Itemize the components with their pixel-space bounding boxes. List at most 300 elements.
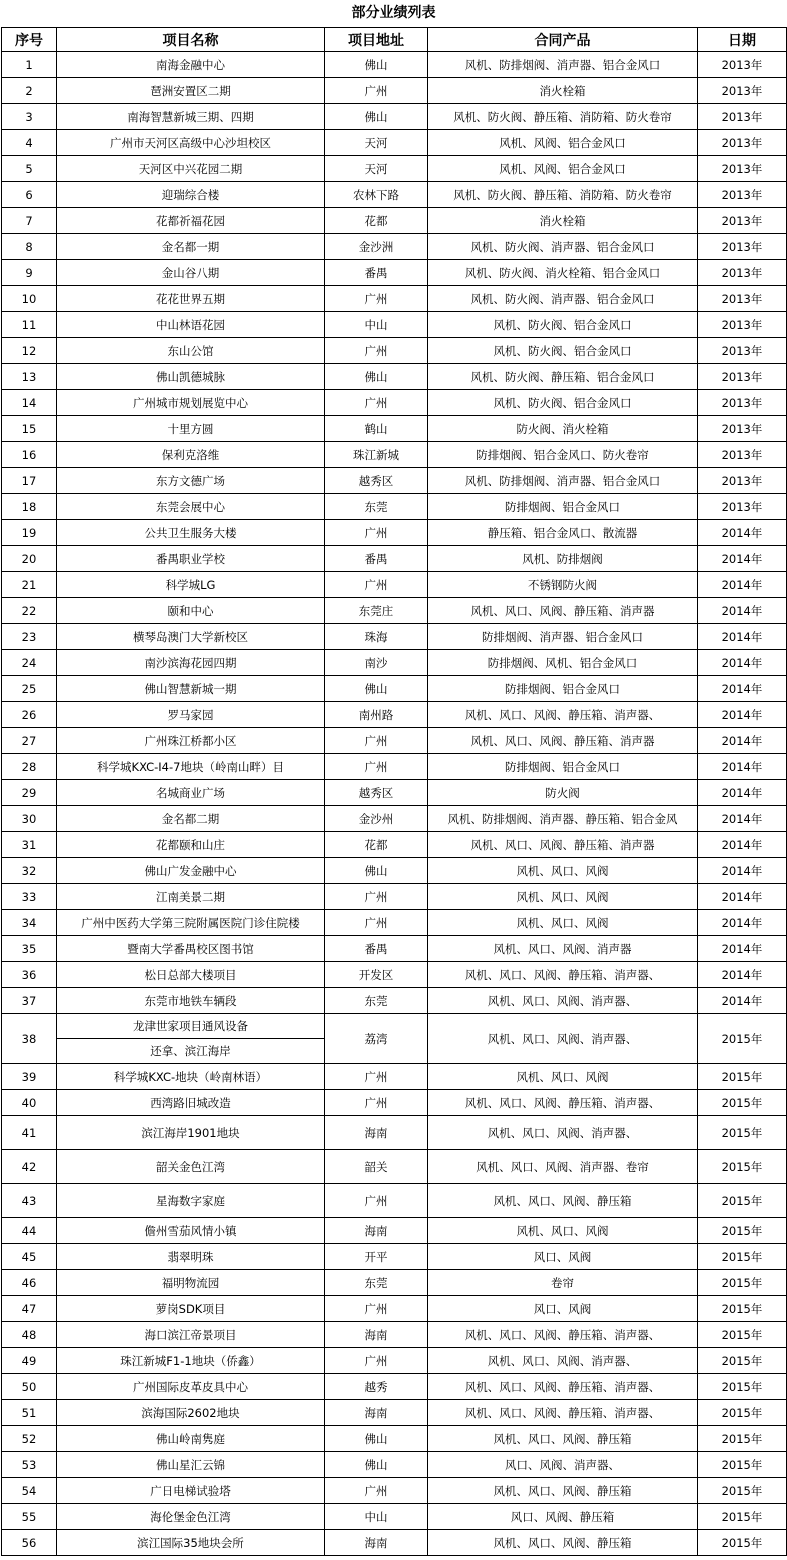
cell-no: 2: [2, 78, 57, 104]
cell-product: 风机、风口、风阀、静压箱、消声器、: [428, 1090, 698, 1116]
cell-name: 翡翠明珠: [57, 1244, 325, 1270]
cell-address: 海南: [325, 1116, 428, 1150]
cell-name: 花花世界五期: [57, 286, 325, 312]
cell-date: 2014年: [698, 910, 787, 936]
cell-address: 佛山: [325, 364, 428, 390]
table-row: [2, 572, 787, 598]
cell-date: 2015年: [698, 1426, 787, 1452]
cell-date: 2015年: [698, 1530, 787, 1556]
cell-name: 广州珠江桥都小区: [57, 728, 325, 754]
cell-product: 风口、风阀、消声器、: [428, 1452, 698, 1478]
cell-name: 海口滨江帝景项目: [57, 1322, 325, 1348]
cell-no: 56: [2, 1530, 57, 1556]
cell-product: 风机、风口、风阀: [428, 910, 698, 936]
table-row: [2, 988, 787, 1014]
cell-product: 防排烟阀、铝合金风口: [428, 754, 698, 780]
cell-address: 东莞: [325, 1270, 428, 1296]
cell-address: 花都: [325, 208, 428, 234]
cell-address: 番禺: [325, 936, 428, 962]
cell-product: 风机、风口、风阀、静压箱、消声器、: [428, 962, 698, 988]
cell-product: 风机、风口、风阀: [428, 1218, 698, 1244]
cell-product: 风机、风口、风阀、消声器、: [428, 1348, 698, 1374]
cell-product: 风机、风口、风阀、静压箱: [428, 1530, 698, 1556]
cell-address: 金沙州: [325, 806, 428, 832]
cell-date: 2014年: [698, 780, 787, 806]
table-row: [2, 260, 787, 286]
cell-product: 风机、风阀、铝合金风口: [428, 156, 698, 182]
cell-address: 南沙: [325, 650, 428, 676]
cell-name: 花都颐和山庄: [57, 832, 325, 858]
header-no: 序号: [2, 28, 57, 52]
cell-no: 4: [2, 130, 57, 156]
cell-date: 2014年: [698, 572, 787, 598]
cell-name: 星海数字家庭: [57, 1184, 325, 1218]
cell-name: 金名都二期: [57, 806, 325, 832]
cell-name: 颐和中心: [57, 598, 325, 624]
cell-date: 2013年: [698, 468, 787, 494]
cell-no: 55: [2, 1504, 57, 1530]
cell-date: 2014年: [698, 624, 787, 650]
table-row: [2, 520, 787, 546]
table-row: [2, 312, 787, 338]
cell-product: 风机、风口、风阀、消声器、卷帘: [428, 1150, 698, 1184]
cell-date: 2014年: [698, 546, 787, 572]
cell-name: 迎瑞综合楼: [57, 182, 325, 208]
cell-date: 2014年: [698, 520, 787, 546]
cell-date: 2013年: [698, 156, 787, 182]
cell-product: 风机、风口、风阀、静压箱: [428, 1426, 698, 1452]
table-row: [2, 936, 787, 962]
cell-name: 金山谷八期: [57, 260, 325, 286]
cell-date: 2014年: [698, 858, 787, 884]
cell-name: 东莞会展中心: [57, 494, 325, 520]
cell-date: 2015年: [698, 1090, 787, 1116]
table-row: [2, 494, 787, 520]
cell-no: 23: [2, 624, 57, 650]
cell-product: 风机、风口、风阀、消声器、: [428, 1014, 698, 1064]
cell-name: 西湾路旧城改造: [57, 1090, 325, 1116]
cell-no: 12: [2, 338, 57, 364]
cell-product: 风机、防火阀、静压箱、铝合金风口: [428, 364, 698, 390]
cell-name: 滨海国际2602地块: [57, 1400, 325, 1426]
cell-no: 26: [2, 702, 57, 728]
cell-date: 2014年: [698, 650, 787, 676]
table-row: [2, 1348, 787, 1374]
header-address: 项目地址: [325, 28, 428, 52]
cell-no: 5: [2, 156, 57, 182]
cell-product: 风机、风口、风阀、静压箱、消声器: [428, 598, 698, 624]
cell-no: 51: [2, 1400, 57, 1426]
table-row: [2, 754, 787, 780]
cell-name: 萝岗SDK项目: [57, 1296, 325, 1322]
cell-address: 海南: [325, 1530, 428, 1556]
cell-date: 2013年: [698, 52, 787, 78]
cell-address: 韶关: [325, 1150, 428, 1184]
cell-product: 风机、风口、风阀、静压箱: [428, 1478, 698, 1504]
header-row: [2, 28, 787, 52]
cell-product: 风口、风阀: [428, 1244, 698, 1270]
cell-date: 2014年: [698, 832, 787, 858]
cell-address: 越秀区: [325, 780, 428, 806]
cell-name: 保利克洛维: [57, 442, 325, 468]
cell-product: 风机、防火阀、消火栓箱、铝合金风口: [428, 260, 698, 286]
cell-product: 风机、防火阀、铝合金风口: [428, 390, 698, 416]
table-row: [2, 1270, 787, 1296]
cell-date: 2013年: [698, 442, 787, 468]
cell-no: 50: [2, 1374, 57, 1400]
cell-product: 风机、防排烟阀、消声器、铝合金风口: [428, 468, 698, 494]
cell-address: 开发区: [325, 962, 428, 988]
cell-name: 花都祈福花园: [57, 208, 325, 234]
cell-name: 东方文德广场: [57, 468, 325, 494]
cell-date: 2013年: [698, 494, 787, 520]
cell-name: 横琴岛澳门大学新校区: [57, 624, 325, 650]
table-row: [2, 78, 787, 104]
cell-name: 儋州雪茄风情小镇: [57, 1218, 325, 1244]
cell-address: 广州: [325, 520, 428, 546]
cell-date: 2015年: [698, 1116, 787, 1150]
cell-address: 广州: [325, 1296, 428, 1322]
cell-name: 佛山广发金融中心: [57, 858, 325, 884]
cell-date: 2013年: [698, 312, 787, 338]
cell-name: 佛山岭南隽庭: [57, 1426, 325, 1452]
cell-address: 佛山: [325, 858, 428, 884]
table-row: [2, 468, 787, 494]
cell-address: 东莞: [325, 494, 428, 520]
cell-address: 天河: [325, 130, 428, 156]
cell-name: 韶关金色江湾: [57, 1150, 325, 1184]
cell-product: 消火栓箱: [428, 78, 698, 104]
cell-date: 2015年: [698, 1184, 787, 1218]
cell-no: 1: [2, 52, 57, 78]
cell-address: 金沙洲: [325, 234, 428, 260]
cell-product: 防排烟阀、铝合金风口: [428, 676, 698, 702]
table-row: [2, 832, 787, 858]
cell-address: 佛山: [325, 1452, 428, 1478]
cell-no: 43: [2, 1184, 57, 1218]
cell-name: 南海金融中心: [57, 52, 325, 78]
cell-address: 花都: [325, 832, 428, 858]
cell-no: 33: [2, 884, 57, 910]
cell-no: 25: [2, 676, 57, 702]
cell-name: 滨江国际35地块会所: [57, 1530, 325, 1556]
cell-date: 2014年: [698, 962, 787, 988]
table-row: [2, 1374, 787, 1400]
table-row: [2, 1184, 787, 1218]
cell-product: 防排烟阀、风机、铝合金风口: [428, 650, 698, 676]
table-row: [2, 416, 787, 442]
cell-address: 南州路: [325, 702, 428, 728]
cell-no: 49: [2, 1348, 57, 1374]
cell-no: 36: [2, 962, 57, 988]
cell-address: 广州: [325, 728, 428, 754]
cell-no: 48: [2, 1322, 57, 1348]
cell-date: 2015年: [698, 1218, 787, 1244]
table-row: [2, 338, 787, 364]
cell-product: 静压箱、铝合金风口、散流器: [428, 520, 698, 546]
cell-date: 2013年: [698, 390, 787, 416]
cell-date: 2014年: [698, 728, 787, 754]
table-row: [2, 1090, 787, 1116]
table-row: [2, 676, 787, 702]
cell-no: 28: [2, 754, 57, 780]
cell-product: 不锈钢防火阀: [428, 572, 698, 598]
cell-address: 广州: [325, 572, 428, 598]
cell-date: 2014年: [698, 702, 787, 728]
cell-product: 风机、风口、风阀、消声器: [428, 936, 698, 962]
cell-name: 番禺职业学校: [57, 546, 325, 572]
cell-product: 卷帘: [428, 1270, 698, 1296]
cell-no: 10: [2, 286, 57, 312]
table-row: [2, 364, 787, 390]
cell-no: 8: [2, 234, 57, 260]
cell-no: 40: [2, 1090, 57, 1116]
cell-product: 风机、防排烟阀: [428, 546, 698, 572]
cell-date: 2015年: [698, 1244, 787, 1270]
cell-no: 41: [2, 1116, 57, 1150]
cell-date: 2014年: [698, 676, 787, 702]
cell-name: 龙津世家项目通风设备: [57, 1014, 325, 1039]
cell-no: 7: [2, 208, 57, 234]
cell-date: 2013年: [698, 78, 787, 104]
cell-address: 中山: [325, 312, 428, 338]
table-row: [2, 390, 787, 416]
cell-date: 2014年: [698, 936, 787, 962]
cell-name: 琶洲安置区二期: [57, 78, 325, 104]
cell-name: 广州国际皮革皮具中心: [57, 1374, 325, 1400]
table-row: [2, 650, 787, 676]
cell-product: 风机、防火阀、消声器、铝合金风口: [428, 286, 698, 312]
table-row: [2, 234, 787, 260]
table-row: [2, 1116, 787, 1150]
cell-address: 越秀区: [325, 468, 428, 494]
cell-no: 54: [2, 1478, 57, 1504]
cell-product: 风机、风口、风阀、静压箱、消声器: [428, 728, 698, 754]
cell-product: 风机、风口、风阀、静压箱、消声器: [428, 832, 698, 858]
table-row: [2, 546, 787, 572]
cell-no: 37: [2, 988, 57, 1014]
cell-name: 广州城市规划展览中心: [57, 390, 325, 416]
cell-name: 南海智慧新城三期、四期: [57, 104, 325, 130]
cell-name: 滨江海岸1901地块: [57, 1116, 325, 1150]
cell-address: 农林下路: [325, 182, 428, 208]
cell-product: 防排烟阀、消声器、铝合金风口: [428, 624, 698, 650]
cell-address: 佛山: [325, 676, 428, 702]
cell-name-line2: 还拿、滨江海岸: [57, 1039, 325, 1064]
cell-no: 35: [2, 936, 57, 962]
cell-address: 海南: [325, 1400, 428, 1426]
cell-address: 广州: [325, 884, 428, 910]
cell-product: 风机、风口、风阀、静压箱、消声器、: [428, 1374, 698, 1400]
cell-product: 风口、风阀: [428, 1296, 698, 1322]
cell-no: 6: [2, 182, 57, 208]
cell-name: 东山公馆: [57, 338, 325, 364]
cell-no: 22: [2, 598, 57, 624]
cell-product: 风机、风口、风阀、消声器、: [428, 988, 698, 1014]
cell-no: 17: [2, 468, 57, 494]
cell-name: 福明物流园: [57, 1270, 325, 1296]
table-row: [2, 910, 787, 936]
cell-no: 34: [2, 910, 57, 936]
cell-name: 十里方圆: [57, 416, 325, 442]
cell-name: 罗马家园: [57, 702, 325, 728]
performance-table: [1, 27, 787, 1556]
cell-address: 广州: [325, 78, 428, 104]
cell-name: 广日电梯试验塔: [57, 1478, 325, 1504]
table-row: [2, 182, 787, 208]
cell-address: 佛山: [325, 52, 428, 78]
table-row: [2, 1064, 787, 1090]
cell-address: 番禺: [325, 260, 428, 286]
cell-name: 松日总部大楼项目: [57, 962, 325, 988]
cell-product: 防火阀、消火栓箱: [428, 416, 698, 442]
cell-no: 44: [2, 1218, 57, 1244]
cell-no: 30: [2, 806, 57, 832]
cell-no: 45: [2, 1244, 57, 1270]
cell-address: 珠江新城: [325, 442, 428, 468]
cell-address: 珠海: [325, 624, 428, 650]
table-row: [2, 728, 787, 754]
cell-address: 鹤山: [325, 416, 428, 442]
cell-no: 15: [2, 416, 57, 442]
cell-date: 2013年: [698, 338, 787, 364]
table-row: [2, 442, 787, 468]
cell-address: 海南: [325, 1322, 428, 1348]
table-row: [2, 1400, 787, 1426]
cell-date: 2015年: [698, 1270, 787, 1296]
cell-no: 24: [2, 650, 57, 676]
table-row: [2, 286, 787, 312]
cell-product: 风机、风口、风阀、消声器、: [428, 1116, 698, 1150]
cell-product: 防排烟阀、铝合金风口、防火卷帘: [428, 442, 698, 468]
cell-name: 名城商业广场: [57, 780, 325, 806]
cell-no: 11: [2, 312, 57, 338]
cell-address: 中山: [325, 1504, 428, 1530]
cell-name: 科学城KXC-地块（岭南林语）: [57, 1064, 325, 1090]
cell-name: 金名都一期: [57, 234, 325, 260]
table-row: [2, 1452, 787, 1478]
table-row: [2, 130, 787, 156]
cell-address: 广州: [325, 754, 428, 780]
cell-date: 2014年: [698, 884, 787, 910]
cell-product: 防火阀: [428, 780, 698, 806]
cell-date: 2013年: [698, 260, 787, 286]
cell-date: 2015年: [698, 1064, 787, 1090]
cell-no: 13: [2, 364, 57, 390]
cell-date: 2014年: [698, 754, 787, 780]
cell-address: 广州: [325, 390, 428, 416]
cell-address: 东莞: [325, 988, 428, 1014]
cell-address: 广州: [325, 286, 428, 312]
cell-address: 广州: [325, 338, 428, 364]
cell-no: 39: [2, 1064, 57, 1090]
cell-name: 广州市天河区高级中心沙坦校区: [57, 130, 325, 156]
cell-product: 风机、风口、风阀、静压箱、消声器、: [428, 1322, 698, 1348]
table-row: [2, 104, 787, 130]
cell-date: 2013年: [698, 416, 787, 442]
cell-address: 广州: [325, 1184, 428, 1218]
cell-product: 风口、风阀、静压箱: [428, 1504, 698, 1530]
cell-date: 2014年: [698, 988, 787, 1014]
cell-date: 2013年: [698, 182, 787, 208]
table-row: [2, 208, 787, 234]
cell-name: 暨南大学番禺校区图书馆: [57, 936, 325, 962]
table-row: [2, 884, 787, 910]
cell-no: 32: [2, 858, 57, 884]
cell-date: 2015年: [698, 1504, 787, 1530]
cell-name: 佛山智慧新城一期: [57, 676, 325, 702]
cell-product: 风机、防排烟阀、消声器、铝合金风口: [428, 52, 698, 78]
cell-address: 开平: [325, 1244, 428, 1270]
cell-date: 2015年: [698, 1296, 787, 1322]
cell-product: 风机、风口、风阀、静压箱、消声器、: [428, 1400, 698, 1426]
cell-product: 风机、防火阀、铝合金风口: [428, 312, 698, 338]
cell-name: 佛山凯德城脉: [57, 364, 325, 390]
cell-date: 2015年: [698, 1374, 787, 1400]
cell-address: 广州: [325, 1090, 428, 1116]
cell-date: 2015年: [698, 1150, 787, 1184]
cell-date: 2015年: [698, 1478, 787, 1504]
cell-product: 风机、防火阀、铝合金风口: [428, 338, 698, 364]
header-name: 项目名称: [57, 28, 325, 52]
cell-address: 广州: [325, 910, 428, 936]
cell-date: 2015年: [698, 1348, 787, 1374]
cell-no: 20: [2, 546, 57, 572]
table-row: [2, 858, 787, 884]
cell-product: 风机、风口、风阀: [428, 858, 698, 884]
cell-name: 佛山星汇云锦: [57, 1452, 325, 1478]
cell-product: 风机、防火阀、静压箱、消防箱、防火卷帘: [428, 182, 698, 208]
table-row: [2, 1150, 787, 1184]
cell-name: 珠江新城F1-1地块（侨鑫）: [57, 1348, 325, 1374]
cell-address: 佛山: [325, 104, 428, 130]
cell-no: 16: [2, 442, 57, 468]
cell-product: 风机、风口、风阀: [428, 884, 698, 910]
cell-product: 风机、防火阀、消声器、铝合金风口: [428, 234, 698, 260]
cell-no: 3: [2, 104, 57, 130]
cell-product: 消火栓箱: [428, 208, 698, 234]
cell-no: 27: [2, 728, 57, 754]
table-row: [2, 780, 787, 806]
table-row: [2, 1530, 787, 1556]
cell-no: 18: [2, 494, 57, 520]
table-row: [2, 1296, 787, 1322]
cell-no: 21: [2, 572, 57, 598]
cell-date: 2013年: [698, 234, 787, 260]
cell-address: 广州: [325, 1478, 428, 1504]
cell-date: 2013年: [698, 286, 787, 312]
cell-address: 番禺: [325, 546, 428, 572]
cell-name: 广州中医药大学第三院附属医院门诊住院楼: [57, 910, 325, 936]
header-product: 合同产品: [428, 28, 698, 52]
cell-name: 海伦堡金色江湾: [57, 1504, 325, 1530]
cell-date: 2015年: [698, 1400, 787, 1426]
table-row: [2, 1504, 787, 1530]
cell-address: 海南: [325, 1218, 428, 1244]
cell-address: 广州: [325, 1064, 428, 1090]
cell-date: 2014年: [698, 598, 787, 624]
cell-name: 公共卫生服务大楼: [57, 520, 325, 546]
cell-product: 风机、防排烟阀、消声器、静压箱、铝合金风: [428, 806, 698, 832]
cell-no: 29: [2, 780, 57, 806]
cell-address: 广州: [325, 1348, 428, 1374]
cell-no: 53: [2, 1452, 57, 1478]
cell-date: 2013年: [698, 130, 787, 156]
cell-date: 2014年: [698, 806, 787, 832]
cell-name: 科学城KXC-I4-7地块（岭南山畔）目: [57, 754, 325, 780]
table-row: [2, 156, 787, 182]
cell-name: 东莞市地铁车辆段: [57, 988, 325, 1014]
